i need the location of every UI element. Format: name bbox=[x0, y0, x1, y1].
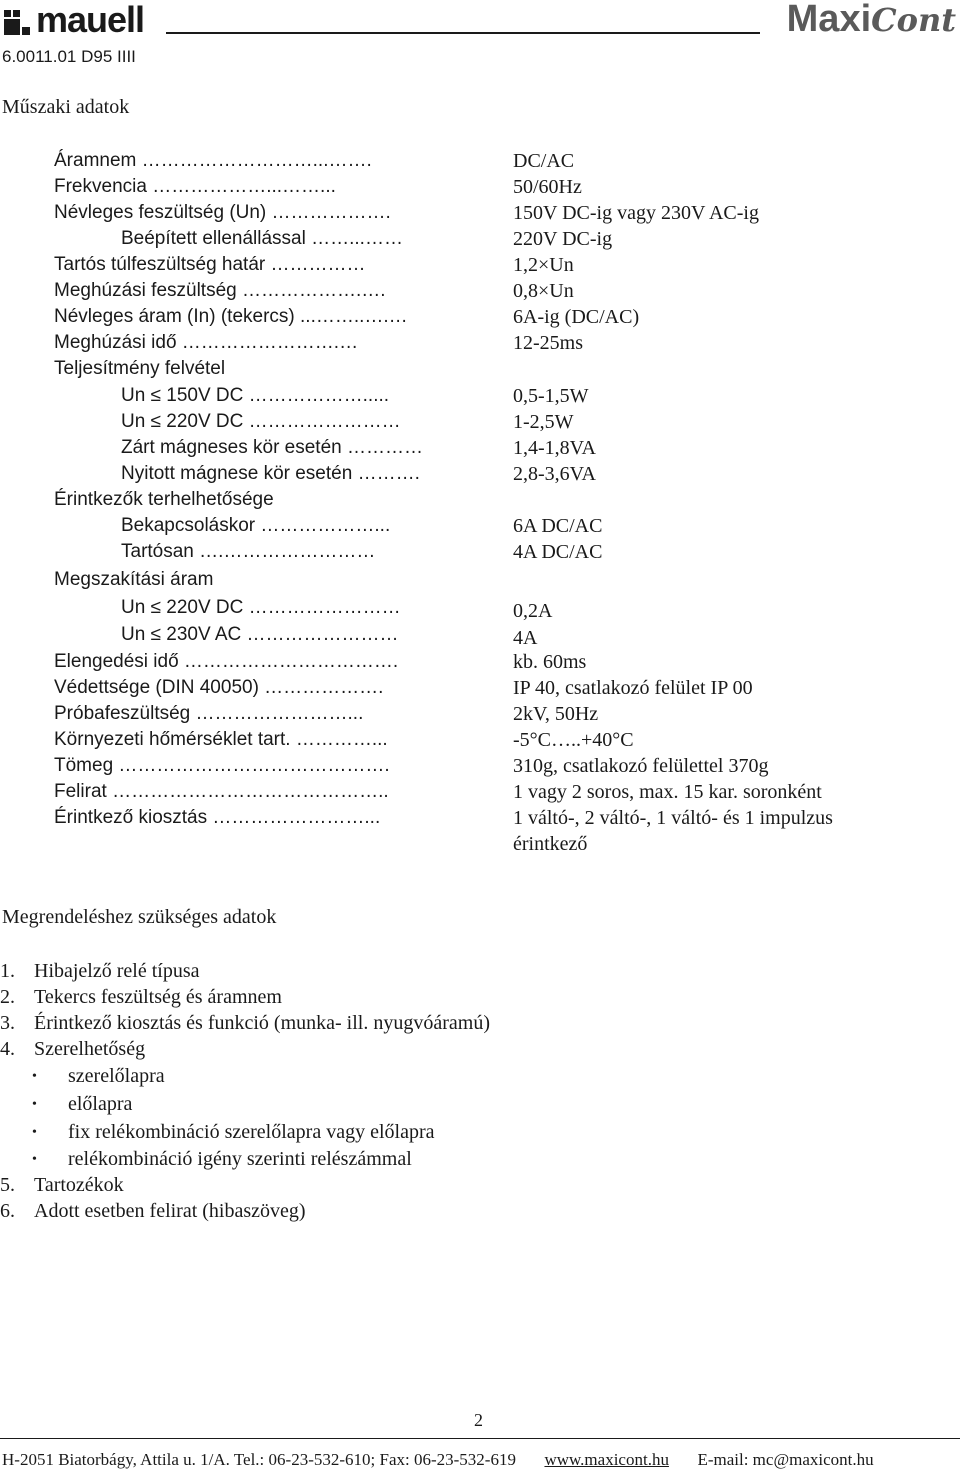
spec-group-heading bbox=[0, 487, 960, 513]
spec-label: Környezeti hőmérséklet tart. …………... bbox=[54, 729, 388, 750]
spec-label: Meghúzási idő …………………….… bbox=[54, 332, 359, 353]
bullet-text: fix relékombináció szerelőlapra vagy előlapra bbox=[68, 1121, 435, 1143]
spec-row bbox=[0, 304, 960, 330]
list-item-number: 2. bbox=[0, 986, 15, 1008]
spec-value: 0,8×Un bbox=[513, 280, 574, 302]
document-code: 6.0011.01 D95 IIII bbox=[2, 47, 136, 66]
spec-row bbox=[0, 701, 960, 727]
spec-value: 2,8-3,6VA bbox=[513, 463, 596, 485]
spec-label: Elengedési idő ……………………………. bbox=[54, 651, 399, 672]
list-item-text: Hibajelző relé típusa bbox=[34, 960, 200, 982]
spec-label: Érintkezők terhelhetősége bbox=[54, 489, 274, 510]
spec-value: 2kV, 50Hz bbox=[513, 703, 599, 725]
spec-label: Megszakítási áram bbox=[54, 569, 214, 590]
spec-label: Un ≤ 150V DC ………………..... bbox=[121, 385, 390, 406]
page-number: 2 bbox=[474, 1410, 483, 1430]
list-item-text: Érintkező kiosztás és funkció (munka- ill. nyugvóáramú) bbox=[34, 1012, 490, 1034]
spec-label: Frekvencia ………………...……... bbox=[54, 176, 336, 197]
spec-value: 50/60Hz bbox=[513, 176, 582, 198]
bullet-icon: • bbox=[32, 1125, 37, 1140]
website-link[interactable]: www.maxicont.hu bbox=[544, 1450, 669, 1469]
spec-value: 220V DC-ig bbox=[513, 228, 613, 250]
bullet-icon: • bbox=[32, 1097, 37, 1112]
spec-label: Áramnem ………………………...……. bbox=[54, 150, 372, 171]
bullet-icon: • bbox=[32, 1152, 37, 1167]
spec-row bbox=[0, 226, 960, 252]
list-item-text: Adott esetben felirat (hibaszöveg) bbox=[34, 1200, 306, 1222]
spec-label: Bekapcsoláskor ………………... bbox=[121, 515, 391, 536]
spec-row bbox=[0, 148, 960, 174]
spec-label: Un ≤ 230V AC …………………… bbox=[121, 624, 399, 645]
spec-value: 6A-ig (DC/AC) bbox=[513, 306, 640, 328]
spec-value: DC/AC bbox=[513, 150, 575, 172]
spec-label: Tömeg ……………………………………. bbox=[54, 755, 390, 776]
spec-row bbox=[0, 753, 960, 779]
spec-value: 12-25ms bbox=[513, 332, 583, 354]
page-footer bbox=[2, 1450, 874, 1470]
spec-row bbox=[0, 779, 960, 805]
list-item-number: 4. bbox=[0, 1038, 15, 1060]
spec-value: 1-2,5W bbox=[513, 411, 574, 433]
spec-row bbox=[0, 200, 960, 226]
spec-row bbox=[0, 461, 960, 487]
spec-group-heading bbox=[0, 356, 960, 382]
spec-value: 150V DC-ig vagy 230V AC-ig bbox=[513, 202, 759, 224]
section-title: Műszaki adatok bbox=[2, 96, 130, 118]
bullet-text: előlapra bbox=[68, 1093, 133, 1115]
spec-row bbox=[0, 409, 960, 435]
spec-row bbox=[0, 252, 960, 278]
spec-value: 6A DC/AC bbox=[513, 515, 603, 537]
list-item-number: 6. bbox=[0, 1200, 15, 1222]
footer-address: H-2051 Biatorbágy, Attila u. 1/A. Tel.: 06-23-532-610; Fax: 06-23-532-619 bbox=[2, 1450, 516, 1469]
spec-value: érintkező bbox=[513, 833, 588, 855]
list-item-number: 1. bbox=[0, 960, 15, 982]
spec-label: Nyitott mágnese kör esetén ………. bbox=[121, 463, 420, 484]
spec-row bbox=[0, 595, 960, 621]
spec-label: Érintkező kiosztás ……………………... bbox=[54, 807, 381, 828]
spec-label: Meghúzási feszültség ……………….…. bbox=[54, 280, 386, 301]
bullet-text: szerelőlapra bbox=[68, 1065, 165, 1087]
bullet-icon: • bbox=[32, 1069, 37, 1084]
maxicont-logo: MaxiCont bbox=[786, 0, 956, 40]
spec-row bbox=[0, 278, 960, 304]
spec-value: 0,2A bbox=[513, 600, 553, 622]
footer-email[interactable]: E-mail: mc@maxicont.hu bbox=[697, 1450, 874, 1469]
order-section-title: Megrendeléshez szükséges adatok bbox=[2, 906, 277, 928]
spec-row bbox=[0, 435, 960, 461]
bullet-text: relékombináció igény szerinti relészámmal bbox=[68, 1148, 412, 1170]
spec-value: 4A DC/AC bbox=[513, 541, 603, 563]
spec-value: 1,2×Un bbox=[513, 254, 574, 276]
spec-label: Próbafeszültség ……………………... bbox=[54, 703, 364, 724]
spec-row bbox=[0, 727, 960, 753]
spec-row bbox=[0, 622, 960, 648]
spec-label: Tartósan ….…………………… bbox=[121, 541, 376, 562]
spec-value: 1,4-1,8VA bbox=[513, 437, 596, 459]
spec-row bbox=[0, 174, 960, 200]
page-header bbox=[0, 0, 960, 66]
spec-row bbox=[0, 831, 960, 857]
spec-label: Zárt mágneses kör esetén ………… bbox=[121, 437, 423, 458]
list-item-text: Tekercs feszültség és áramnem bbox=[34, 986, 282, 1008]
spec-row bbox=[0, 383, 960, 409]
spec-label: Névleges áram (In) (tekercs) ...……..….… bbox=[54, 306, 408, 327]
spec-group-heading bbox=[0, 567, 960, 593]
spec-value: 0,5-1,5W bbox=[513, 385, 589, 407]
spec-label: Védettsége (DIN 40050) ………………. bbox=[54, 677, 384, 698]
spec-label: Tartós túlfeszültség határ …………… bbox=[54, 254, 366, 275]
spec-value: -5°C…..+40°C bbox=[513, 729, 634, 751]
spec-row bbox=[0, 649, 960, 675]
spec-row bbox=[0, 539, 960, 565]
spec-value: 1 vagy 2 soros, max. 15 kar. soronként bbox=[513, 781, 822, 803]
list-item-number: 3. bbox=[0, 1012, 15, 1034]
spec-value: kb. 60ms bbox=[513, 651, 587, 673]
spec-label: Felirat …………………………………….. bbox=[54, 781, 389, 802]
mauell-logo-text: mauell bbox=[36, 0, 145, 40]
spec-label: Un ≤ 220V DC …………………… bbox=[121, 597, 401, 618]
list-item-number: 5. bbox=[0, 1174, 15, 1196]
header-rule bbox=[166, 32, 760, 34]
footer-rule bbox=[0, 1438, 960, 1439]
spec-label: Un ≤ 220V DC …………………… bbox=[121, 411, 401, 432]
list-item-text: Tartozékok bbox=[34, 1174, 124, 1196]
spec-value: 4A bbox=[513, 627, 538, 649]
list-item-text: Szerelhetőség bbox=[34, 1038, 146, 1060]
spec-value: IP 40, csatlakozó felület IP 00 bbox=[513, 677, 753, 699]
spec-row bbox=[0, 675, 960, 701]
spec-row bbox=[0, 330, 960, 356]
mauell-logo bbox=[2, 2, 144, 38]
spec-label: Névleges feszültség (Un) ………………. bbox=[54, 202, 391, 223]
spec-value: 1 váltó-, 2 váltó-, 1 váltó- és 1 impulzus bbox=[513, 807, 833, 829]
spec-label: Beépített ellenállással ……...…… bbox=[121, 228, 403, 249]
spec-row bbox=[0, 805, 960, 831]
spec-value: 310g, csatlakozó felülettel 370g bbox=[513, 755, 769, 777]
spec-row bbox=[0, 513, 960, 539]
mauell-mark-icon bbox=[2, 3, 36, 37]
spec-label: Teljesítmény felvétel bbox=[54, 358, 226, 379]
